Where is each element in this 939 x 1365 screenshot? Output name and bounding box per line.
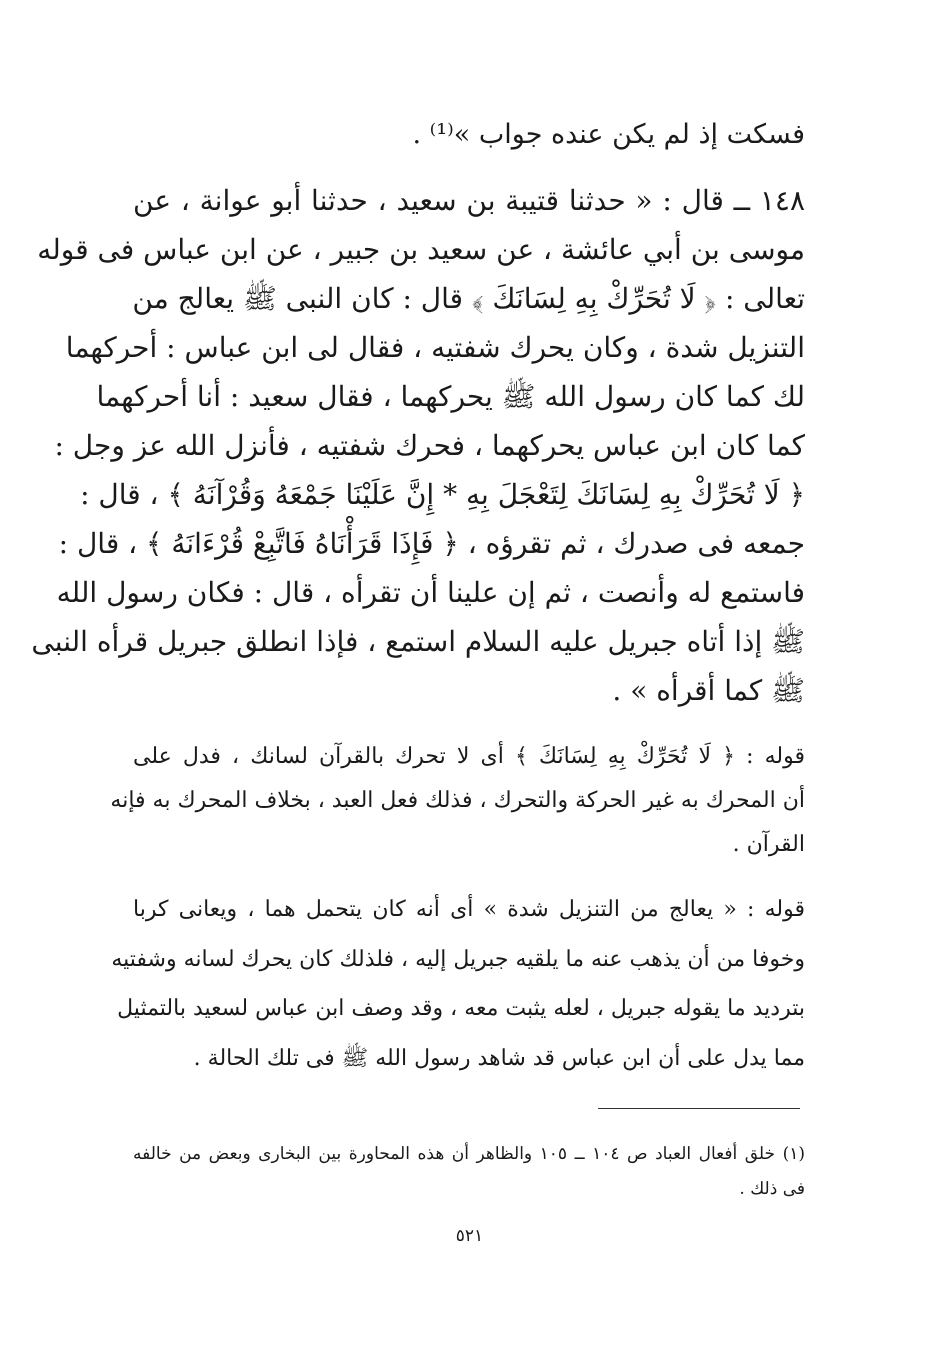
commentary-line: قوله : « يعالج من التنزيل شدة » أى أنه كان يتحمل هما ، ويعانى كربا (133, 897, 805, 922)
hadith-line: ١٤٨ ــ قال : « حدثنا قتيبة بن سعيد ، حدثنا أبو عوانة ، عن (133, 184, 805, 217)
hadith-line: ﷺ كما أقرأه » . (612, 674, 805, 707)
hadith-line: لك كما كان رسول الله ﷺ يحركهما ، فقال سعيد : أنا أحركهما (96, 380, 805, 413)
intro-paragraph (133, 112, 805, 158)
hadith-line: موسى بن أبي عائشة ، عن سعيد بن جبير ، عن ابن عباس فى قوله (37, 233, 805, 266)
commentary-line: مما يدل على أن ابن عباس قد شاهد رسول الله ﷺ فى تلك الحالة . (193, 1045, 805, 1071)
hadith-line: ﴿ لَا تُحَرِّكْ بِهِ لِسَانَكَ لِتَعْجَلَ بِهِ * إِنَّ عَلَيْنَا جَمْعَهُ وَقُرْآنَهُ ﴾ ، قال : (80, 478, 805, 511)
commentary-paragraph-1 (110, 735, 805, 867)
commentary-line: بترديد ما يقوله جبريل ، لعله يثبت معه ، وقد وصف ابن عباس لسعيد بالتمثيل (117, 996, 805, 1021)
hadith-line: جمعه فى صدرك ، ثم تقرؤه ، ﴿ فَإِذَا قَرَأْنَاهُ فَاتَّبِعْ قُرْءَانَهُ ﴾ ، قال : (58, 527, 805, 560)
commentary-line: أن المحرك به غير الحركة والتحرك ، فذلك فعل العبد ، بخلاف المحرك به فإنه (110, 788, 805, 813)
commentary-line: وخوفا من أن يذهب عنه ما يلقيه جبريل إليه ، فلذلك كان يحرك لسانه وشفتيه (111, 946, 805, 972)
intro-line: فسكت إذ لم يكن عنده جواب »⁽¹⁾ . (412, 119, 805, 150)
commentary-line: قوله : ﴿ لَا تُحَرِّكْ بِهِ لِسَانَكَ ﴾ أى لا تحرك بالقرآن لسانك ، فدل على (133, 744, 805, 769)
hadith-line: كما كان ابن عباس يحركهما ، فحرك شفتيه ، فأنزل الله عز وجل : (54, 429, 805, 462)
footnote (133, 1137, 805, 1207)
commentary-line: القرآن . (732, 832, 805, 857)
footnote-divider (598, 1108, 800, 1109)
hadith-line: فاستمع له وأنصت ، ثم إن علينا أن تقرأه ، قال : فكان رسول الله (56, 576, 805, 609)
hadith-line: ﷺ إذا أتاه جبريل عليه السلام استمع ، فإذا انطلق جبريل قرأه النبى (31, 625, 805, 658)
footnote-line: (١) خلق أفعال العباد ص ١٠٤ ــ ١٠٥ والظاهر أن هذه المحاورة بين البخارى وبعض من خالفه (133, 1144, 805, 1164)
page-number: ٥٢١ (455, 1226, 484, 1246)
hadith-148-paragraph (31, 176, 805, 715)
commentary-paragraph-2 (111, 885, 805, 1083)
hadith-line: تعالى : ﴿ لَا تُحَرِّكْ بِهِ لِسَانَكَ ﴾ قال : كان النبى ﷺ يعالج من (132, 282, 805, 315)
hadith-line: التنزيل شدة ، وكان يحرك شفتيه ، فقال لى ابن عباس : أحركهما (65, 331, 805, 364)
footnote-line: فى ذلك . (739, 1179, 805, 1199)
